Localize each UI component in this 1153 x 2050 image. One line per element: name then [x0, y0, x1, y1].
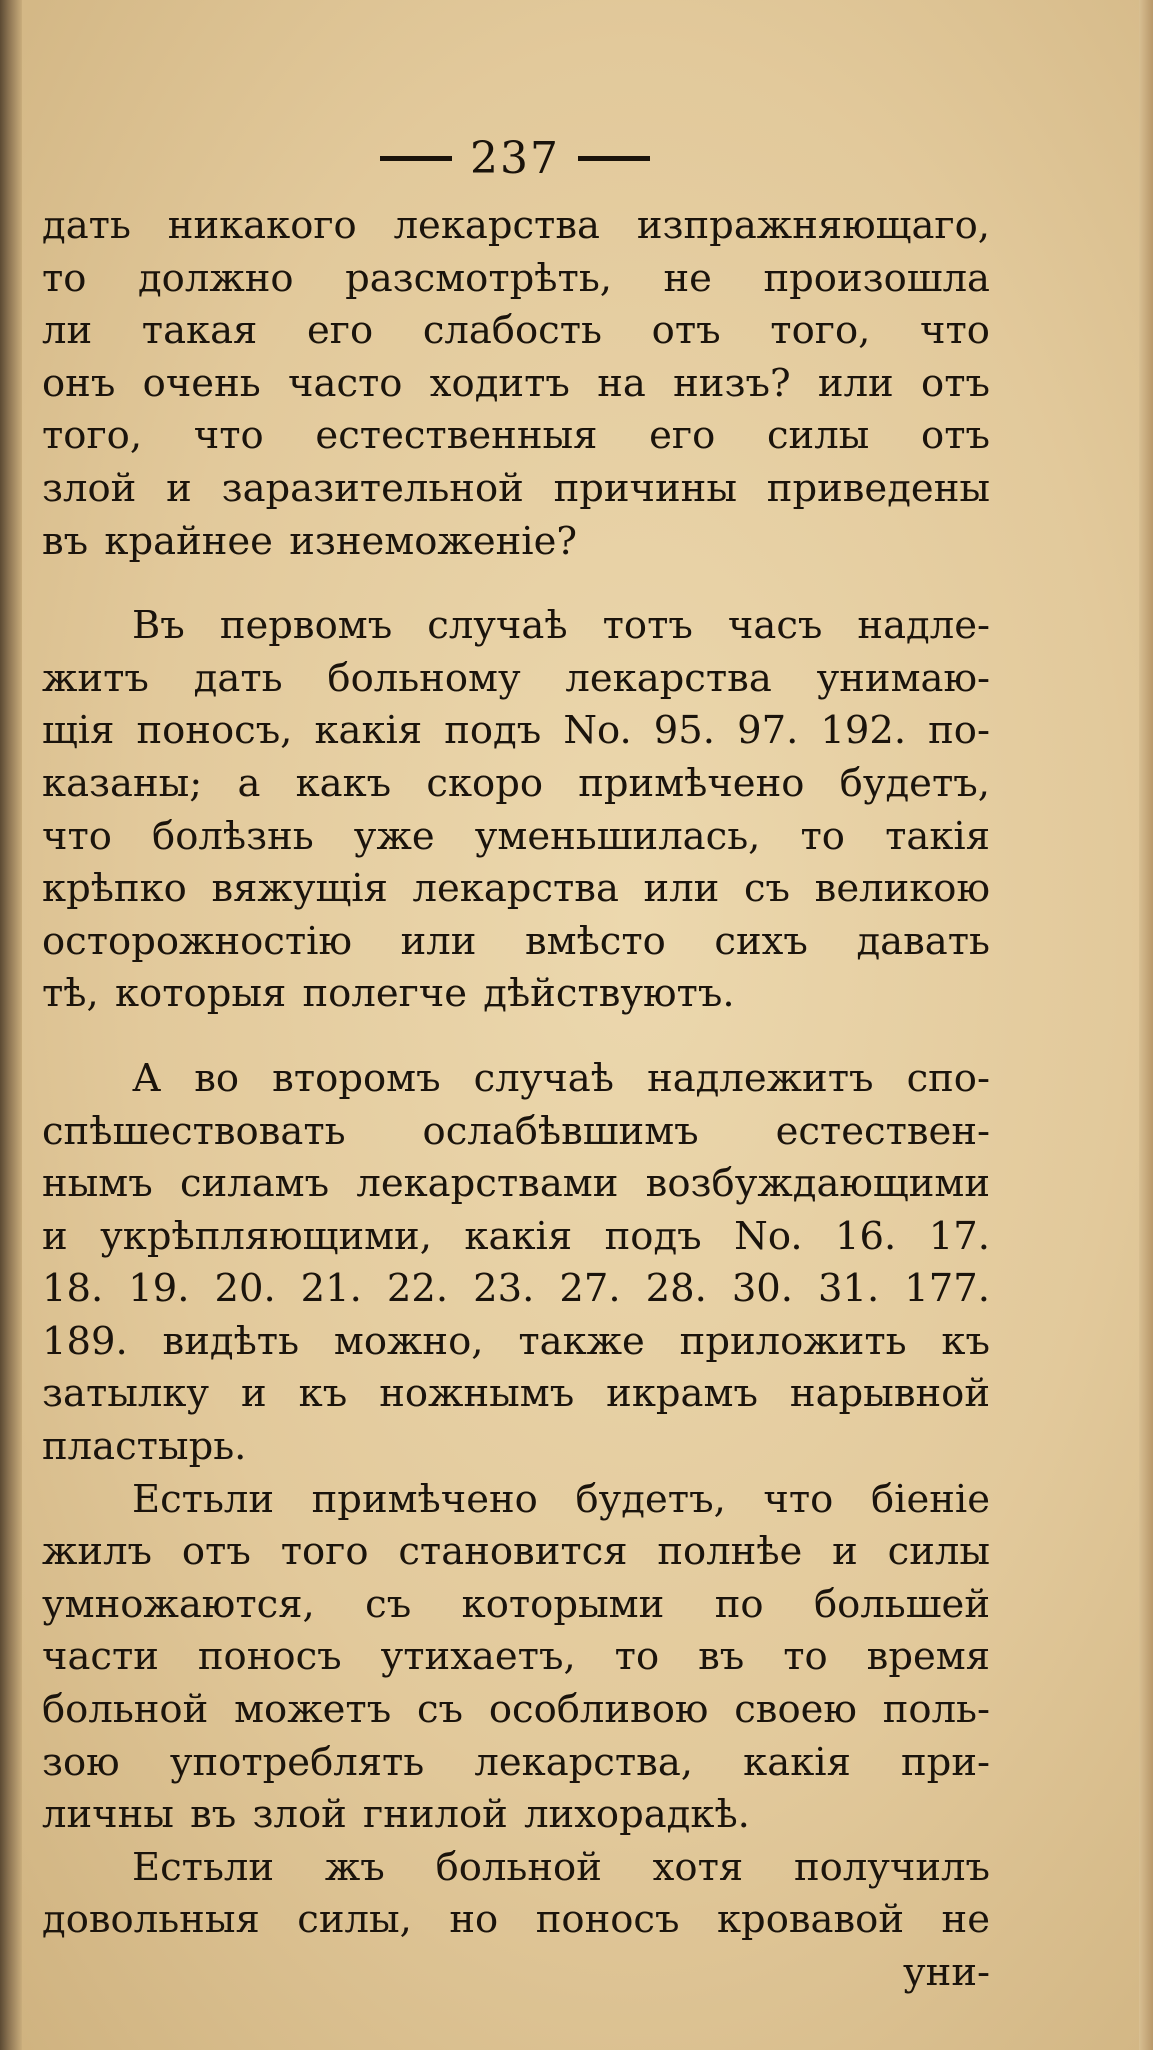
text-line: щія поносъ, какія подъ No. 95. 97. 192. по-	[42, 708, 990, 754]
text-line: онъ очень часто ходитъ на низъ? или отъ	[42, 360, 990, 406]
catchword: уни-	[903, 1950, 990, 1995]
paragraph-1	[42, 200, 990, 568]
text-line: Естьли примѣчено будетъ, что біеніе	[132, 1476, 990, 1522]
body-text	[42, 200, 990, 2000]
text-line: того, что естественныя его силы отъ	[42, 413, 990, 459]
text-line: тѣ, которыя полегче дѣйствуютъ.	[42, 971, 735, 1017]
text-line: что болѣзнь уже уменьшилась, то такія	[42, 813, 990, 859]
text-line: А во второмъ случаѣ надлежитъ спо-	[132, 1055, 990, 1101]
text-line: ли такая его слабость отъ того, что	[42, 308, 990, 354]
text-line: крѣпко вяжущія лекарства или съ великою	[42, 866, 990, 912]
text-line: затылку и къ ножнымъ икрамъ нарывной	[42, 1371, 990, 1417]
text-line: и укрѣпляющими, какія подъ No. 16. 17.	[42, 1213, 990, 1259]
text-line: дать никакого лекарства изпражняющаго,	[42, 203, 990, 248]
text-line: пластырь.	[42, 1424, 247, 1470]
text-line: Естьли жъ больной хотя получилъ	[132, 1844, 990, 1890]
paragraph-4	[42, 1474, 990, 1842]
text-line: злой и заразительной причины приведены	[42, 465, 990, 511]
paragraph-5	[42, 1842, 990, 1947]
text-line: личны въ злой гнилой лихорадкѣ.	[42, 1792, 750, 1838]
text-line: Въ первомъ случаѣ тотъ часъ надле-	[132, 603, 990, 649]
page-header	[370, 128, 660, 188]
text-line: 189. видѣть можно, также приложить къ	[42, 1318, 990, 1364]
text-line: больной можетъ съ особливою своею поль-	[42, 1687, 990, 1733]
text-line: жилъ отъ того становится полнѣе и силы	[42, 1529, 990, 1575]
text-line: осторожностію или вмѣсто сихъ давать	[42, 918, 990, 964]
paragraph-3	[42, 1053, 990, 1474]
text-line: казаны; а какъ скоро примѣчено будетъ,	[42, 760, 990, 806]
text-line: умножаются, съ которыми по большей	[42, 1581, 990, 1627]
text-line: нымъ силамъ лекарствами возбуждающими	[42, 1161, 990, 1207]
text-line: довольныя силы, но поносъ кровавой не	[42, 1897, 990, 1943]
text-line: части поносъ утихаетъ, то въ то время	[42, 1634, 990, 1680]
text-line: житъ дать больному лекарства унимаю-	[42, 655, 990, 701]
header-dash-left	[380, 156, 452, 161]
page-edge	[1139, 0, 1153, 2050]
text-line: зою употреблять лекарства, какія при-	[42, 1739, 990, 1785]
text-line: то должно разсмотрѣть, не произошла	[42, 255, 990, 301]
text-line: въ крайнее изнеможеніе?	[42, 518, 578, 564]
paragraph-2	[42, 600, 990, 1021]
binding-gutter	[0, 0, 22, 2050]
text-line: 18. 19. 20. 21. 22. 23. 27. 28. 30. 31. 177.	[42, 1266, 990, 1312]
header-dash-right	[578, 156, 650, 161]
page-number: 237	[470, 132, 560, 184]
text-line: спѣшествовать ослабѣвшимъ естествен-	[42, 1108, 990, 1154]
